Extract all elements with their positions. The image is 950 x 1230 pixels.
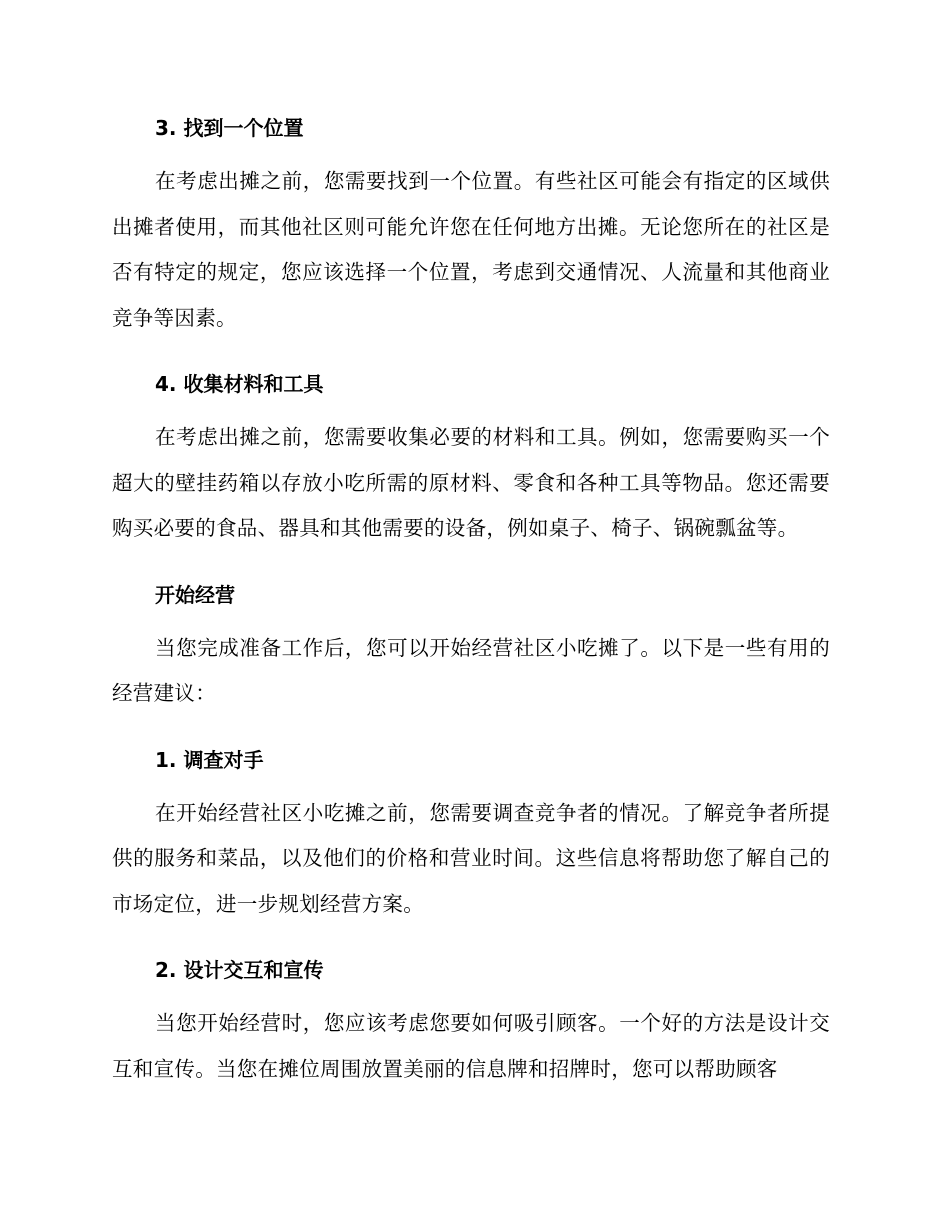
section-research-competitors <box>112 730 830 928</box>
section-paragraph: 当您完成准备工作后，您可以开始经营社区小吃摊了。以下是一些有用的经营建议： <box>112 635 830 705</box>
section-paragraph: 在开始经营社区小吃摊之前，您需要调查竞争者的情况。了解竞争者所提供的服务和菜品，以及他们的价格和营业时间。这些信息将帮助您了解自己的市场定位，进一步规划经营方案。 <box>112 800 830 916</box>
section-collect-materials <box>112 354 830 552</box>
section-heading: 开始经营 <box>155 582 235 607</box>
section-heading: 3. 找到一个位置 <box>155 116 304 140</box>
section-paragraph: 当您开始经营时，您应该考虑您要如何吸引顾客。一个好的方法是设计交互和宣传。当您在摊位周围放置美丽的信息牌和招牌时，您可以帮助顾客 <box>112 1011 830 1081</box>
section-heading: 4. 收集材料和工具 <box>155 372 324 396</box>
section-start-business <box>112 565 830 717</box>
section-paragraph: 在考虑出摊之前，您需要收集必要的材料和工具。例如，您需要购买一个超大的壁挂药箱以存放小吃所需的原材料、零食和各种工具等物品。您还需要购买必要的食品、器具和其他需要的设备，例如桌子、椅子、锅碗瓢盆等。 <box>112 425 830 540</box>
section-heading: 1. 调查对手 <box>155 747 264 772</box>
section-design-promotion <box>112 940 830 1092</box>
document-page <box>112 98 830 1105</box>
section-heading: 2. 设计交互和宣传 <box>155 958 324 982</box>
section-paragraph: 在考虑出摊之前，您需要找到一个位置。有些社区可能会有指定的区域供出摊者使用，而其他社区则可能允许您在任何地方出摊。无论您所在的社区是否有特定的规定，您应该选择一个位置，考虑到交通情况、人流量和其他商业竞争等因素。 <box>112 169 830 330</box>
section-find-location <box>112 98 830 341</box>
